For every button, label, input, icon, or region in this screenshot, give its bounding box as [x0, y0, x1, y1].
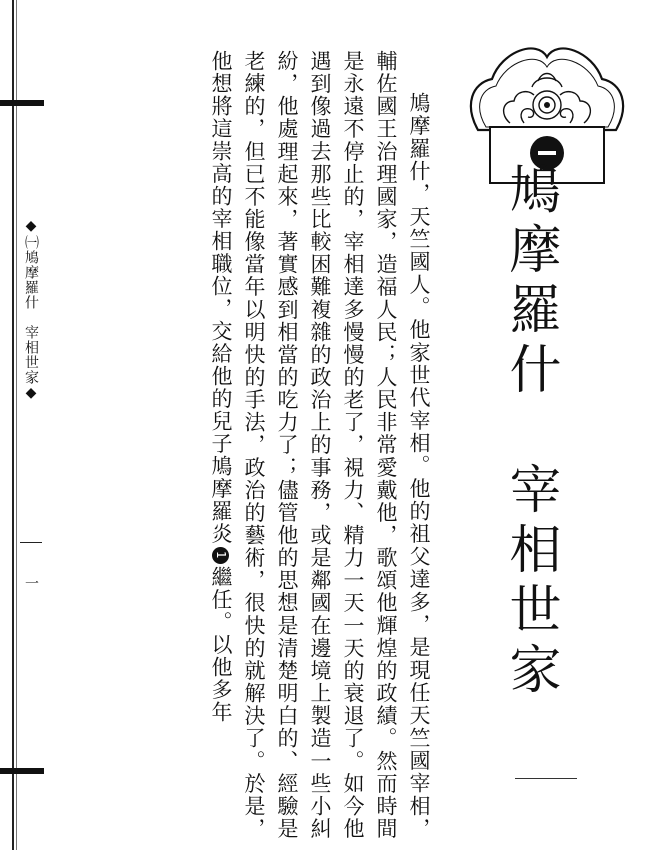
- margin-mark-top: [0, 100, 44, 106]
- chapter-title: 鳩摩羅什 宰相世家: [500, 162, 560, 702]
- ornament-scroll: [560, 109, 573, 123]
- ornament-cloud: [560, 92, 590, 123]
- ornament-frame-inner: [480, 59, 615, 127]
- paragraph-text-cont: 繼任。以他多年: [209, 566, 233, 724]
- margin-mark-bottom: [0, 768, 44, 774]
- ornament-frame: [471, 48, 623, 130]
- margin-rule-inner: [16, 0, 17, 850]
- ornament-crown: [532, 78, 562, 87]
- footnote-marker[interactable]: 1: [212, 547, 229, 564]
- ornament-cloud: [504, 92, 534, 123]
- ornament-scroll: [521, 109, 534, 123]
- chapter-number-bar: [538, 151, 556, 155]
- chapter-title-rule: [515, 778, 577, 779]
- margin-rule: [12, 0, 14, 850]
- paragraph-text: 鳩摩羅什，天竺國人。他家世代宰相。他的祖父達多，是現任天竺國宰相，輔佐國王治理國家，造福人民；人民非常愛戴他，歌頌他輝煌的政績。然而時間是永遠不停止的，宰相達多慢慢的老了，視力、精力一天一天的衰退了。如今他遇到像過去那些比較困難複雜的政治上的事務，或是鄰國在邊境上製造一些小糾紛，他處理起來，著實感到相當的吃力了；儘管他的思想是清楚明白的、經驗是老練的，但已不能像當年以明快的手法，政治的藝術，很快的就解決了。於是，他想將這崇高的宰相職位，交給他的兒子鳩摩羅炎: [209, 50, 431, 840]
- page-number: 一: [23, 576, 39, 590]
- page-number-rule: [20, 542, 42, 543]
- body-text: [70, 50, 435, 840]
- paragraph: [204, 50, 435, 840]
- running-header: ◆㈠鳩摩羅什 宰相世家◆: [23, 218, 39, 402]
- ornament-dot: [544, 102, 550, 108]
- ornament-crown: [538, 74, 556, 82]
